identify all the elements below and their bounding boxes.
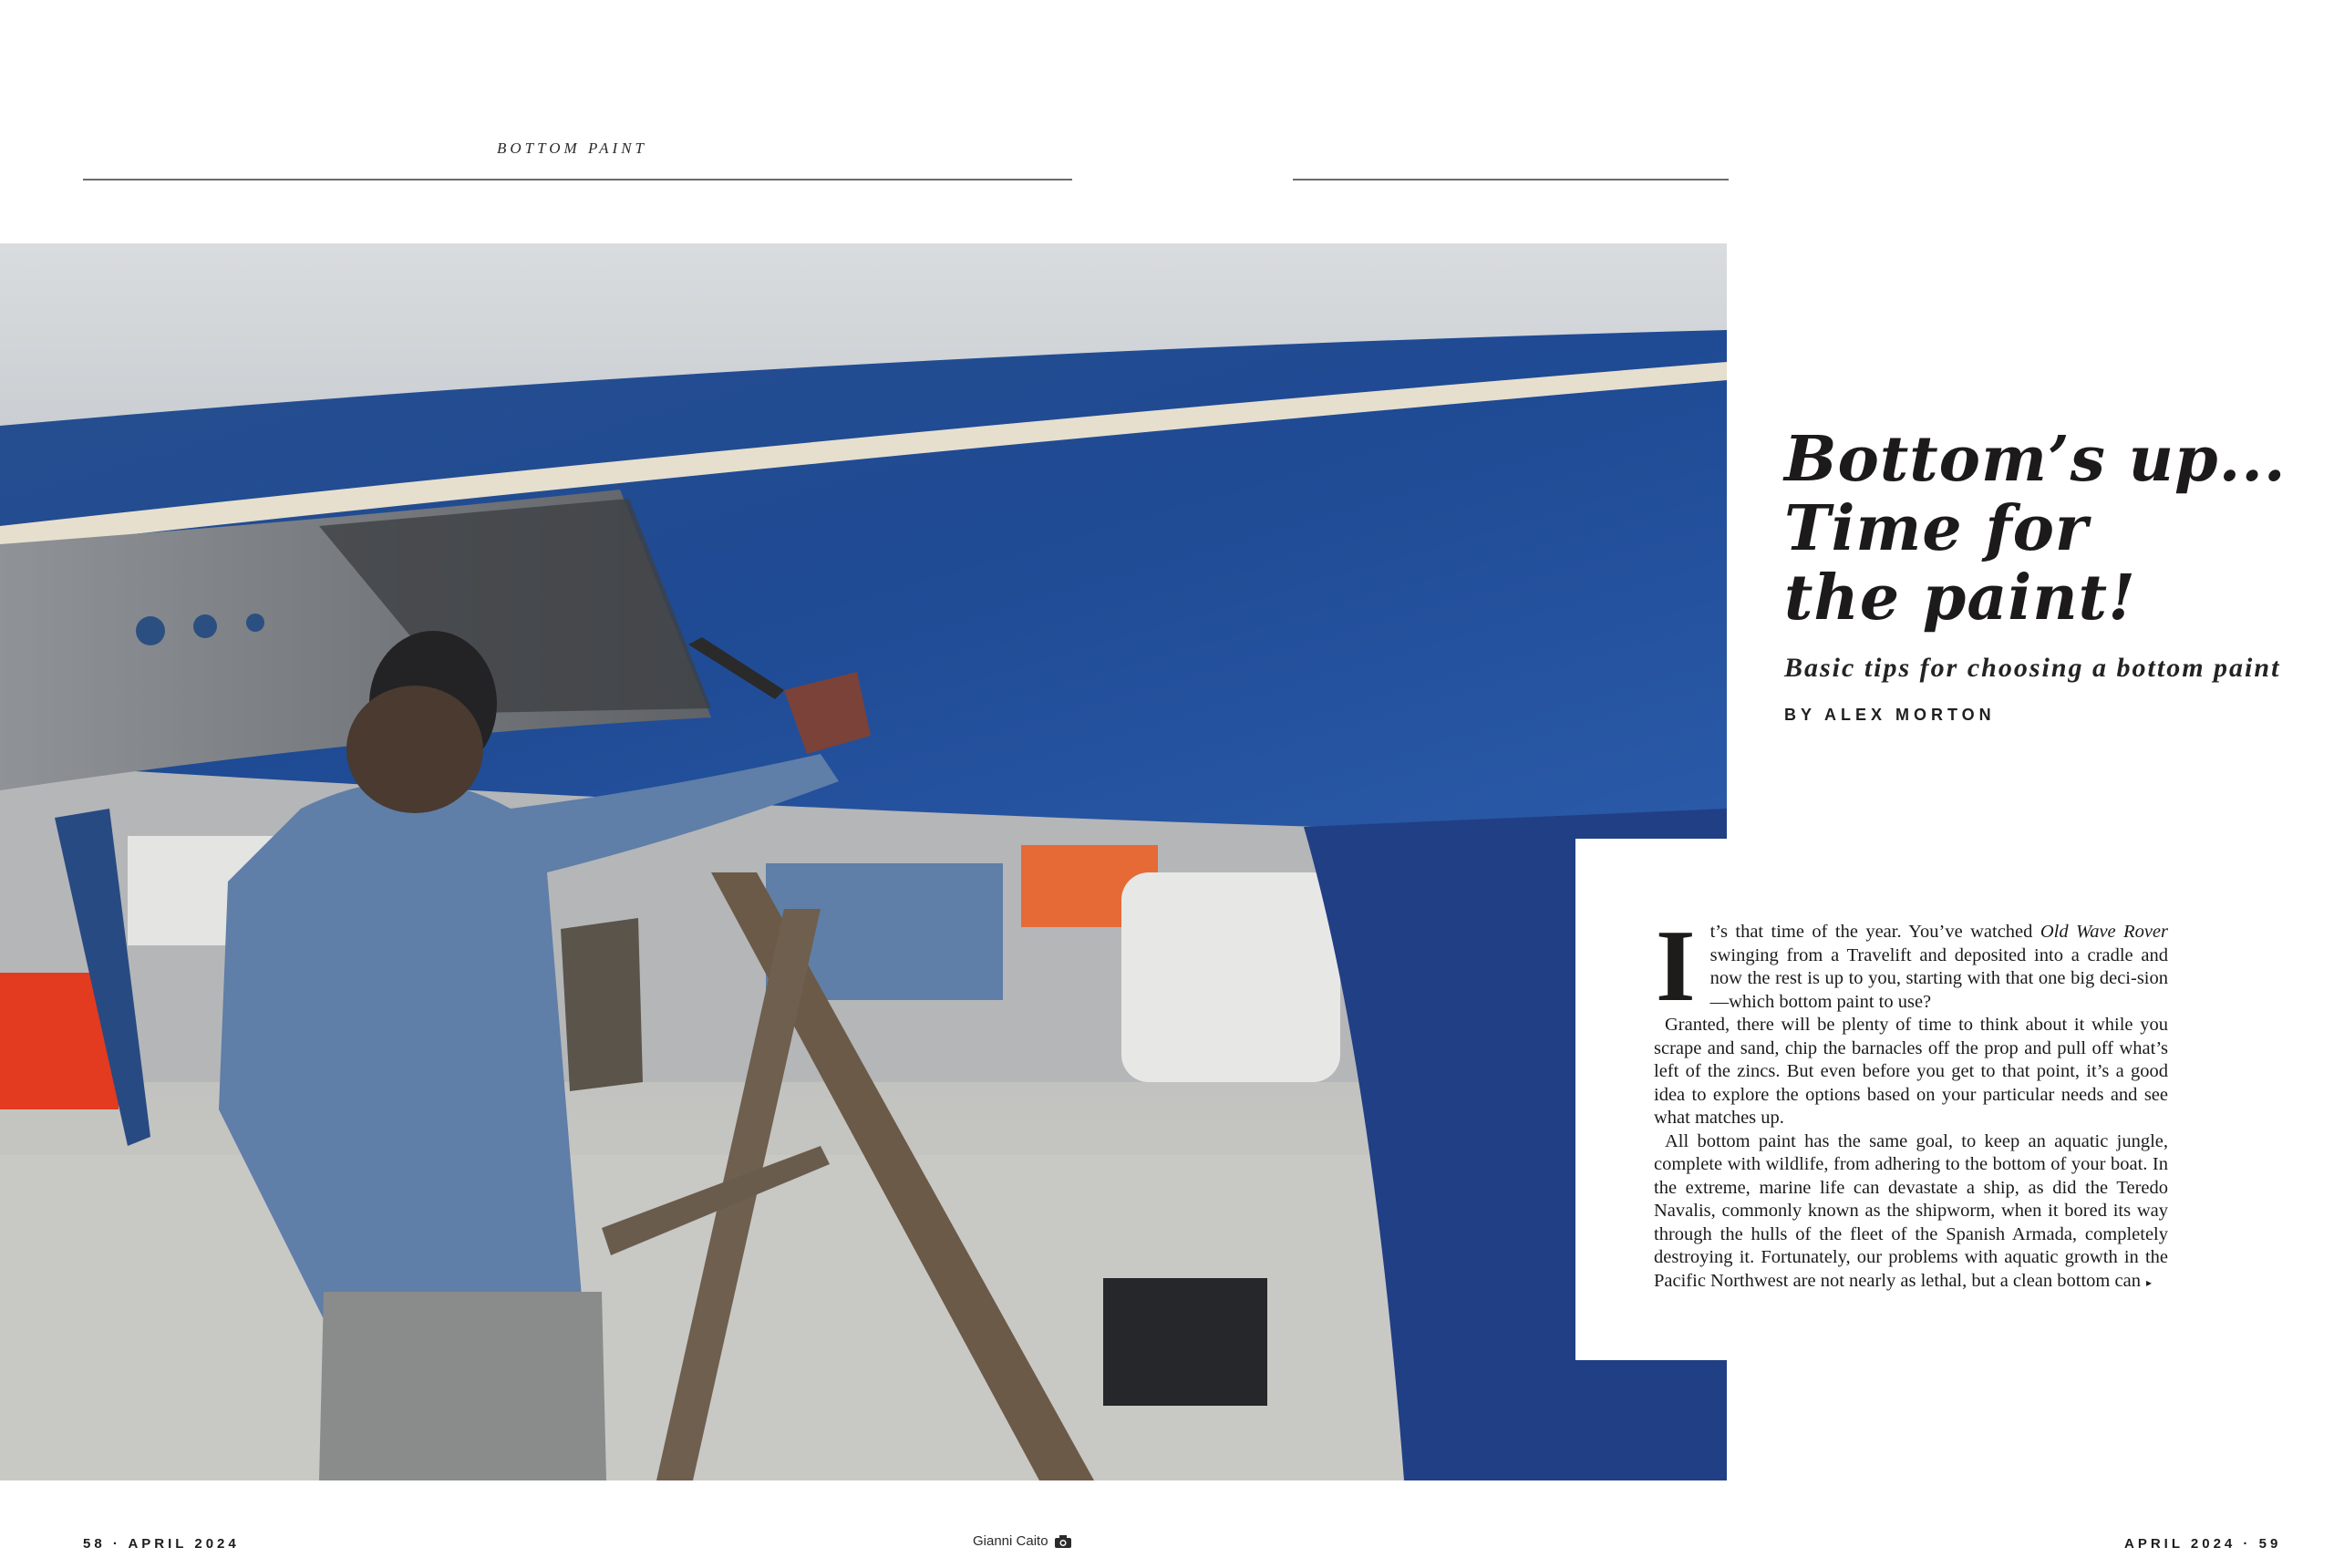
body-paragraph-2: Granted, there will be plenty of time to think about it while you scrape and sand, chip the barnacles off the prop and pull off what’s left of the zincs. But even before you get to that point, it’s a good idea to explore the options based on your particular needs and see what matches up. [1654,1015,2168,1128]
body-paragraph-3 [1654,1130,2168,1295]
continued-arrow-icon: ▸ [2145,1275,2152,1289]
footer-right-folio: APRIL 2024 · 59 [2124,1536,2282,1552]
article-body [1654,910,2168,1295]
footer-left-folio: 58 · APRIL 2024 [83,1536,240,1552]
headline-line-3: the paint! [1784,562,2136,634]
article-byline: BY ALEX MORTON [1784,706,1996,724]
header-rule-right [1293,179,1729,181]
section-label: BOTTOM PAINT [497,139,647,157]
headline-line-2: Time for [1784,492,2089,565]
body-paragraph-1 [1654,910,2168,1023]
boat-painting-photo [0,243,1727,1480]
drop-cap: I [1656,910,1696,1023]
header-rule-left [83,179,1072,181]
boat-name: Old Wave Rover [2040,922,2168,942]
article-headline [1784,425,2313,633]
article-title-block [1784,425,2313,725]
photo-credit [973,1533,1072,1549]
body-p1-end: swinging from a Travelift and deposited into a cradle and now the rest is up to you, starting with that one big deci-sion—which bottom paint to use? [1709,944,2168,1012]
headline-line-1: Bottom’s up... [1784,423,2287,496]
camera-icon [1054,1534,1072,1549]
article-dek: Basic tips for choosing a bottom paint [1784,653,2281,683]
photo-credit-name: Gianni Caito [973,1533,1048,1549]
body-p3-text: All bottom paint has the same goal, to keep an aquatic jungle, complete with wildlife, from adhering to the bottom of your boat. In the extreme, marine life can devastate a ship, as did the Teredo Navalis, commonly known as the shipworm, when it bored its way through the hulls of the fleet of the Spanish Armada, completely destroying it. Fortunately, our problems with aquatic growth in the Pacific Northwest are not nearly as lethal, but a clean bottom can [1654,1130,2168,1291]
body-p1-start: t’s that time of the year. You’ve watched [1709,922,2040,942]
